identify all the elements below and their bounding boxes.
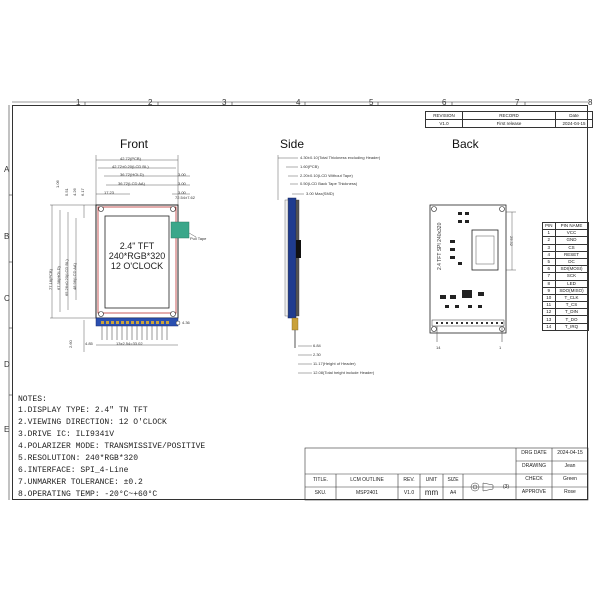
- dim-hold-height: 67.38(HOLD): [56, 266, 61, 290]
- pin-number: 5: [543, 258, 556, 265]
- note-1: 1.DISPLAY TYPE: 2.4" TN TFT: [18, 406, 148, 415]
- zone-col-2: 2: [148, 98, 153, 107]
- drawing-value: Jean: [564, 463, 576, 469]
- zone-col-3: 3: [222, 98, 227, 107]
- note-4: 4.POLARIZER MODE: TRANSMISSIVE/POSITIVE: [18, 442, 206, 451]
- pin-name: VCC: [555, 230, 588, 237]
- display-size-text: 2.4" TFT: [119, 241, 155, 251]
- dim-3-c: 3.00: [178, 190, 186, 195]
- note-3: 3.DRIVE IC: ILI9341V: [18, 430, 115, 439]
- pin-name: T_CLK: [555, 294, 588, 301]
- side-dim-a: 6.84: [313, 343, 321, 348]
- dim-hole-offset: 4.36: [182, 320, 190, 325]
- dim-pin-pitch: 13x2.54=33.02: [116, 341, 143, 346]
- title-value: LCM OUTLINE: [350, 477, 384, 483]
- drg-date-label: DRG DATE: [521, 450, 547, 456]
- drg-date-value: 2024-04-15: [557, 450, 583, 456]
- pin-name: T_CS: [555, 302, 588, 309]
- dim-lcd-aa-width: 36.72(LCD AA): [118, 181, 145, 186]
- dim-offset: 17.23: [104, 190, 115, 195]
- pin-number: 8: [543, 280, 556, 287]
- pin-number: 12: [543, 309, 556, 316]
- side-dim-b: 2.30: [313, 352, 321, 357]
- notes-title: NOTES:: [18, 395, 47, 404]
- pin-name: LED: [555, 280, 588, 287]
- side-dim-smd: 3.00 Max(SMD): [306, 191, 335, 196]
- pin-name: RESET: [555, 251, 588, 258]
- title-label: TITLE.: [312, 477, 328, 483]
- pin-number: 11: [543, 302, 556, 309]
- dim-lcd-bl-height: 65.26±0.20(LCD BL): [64, 259, 69, 296]
- pin-number: 10: [543, 294, 556, 301]
- front-view-heading: Front: [120, 137, 149, 151]
- dim-lcd-aa-height: 48.96(LCD AA): [72, 263, 77, 290]
- dim-pcb-width: 42.72(PCB): [120, 156, 141, 161]
- record-header: RECORD: [463, 112, 556, 120]
- back-dim-slot: 29.32: [509, 236, 514, 247]
- zone-col-7: 7: [515, 98, 520, 107]
- drawing-label: DRAWING: [522, 463, 546, 469]
- display-resolution-text: 240*RGB*320: [108, 251, 166, 261]
- pin-number: 3: [543, 244, 556, 251]
- side-dim-pcb: 1.60(PCB): [300, 164, 319, 169]
- pin-name: SDI(MOSI): [555, 266, 588, 273]
- side-view-heading: Side: [280, 137, 305, 151]
- zone-col-1: 1: [76, 98, 81, 107]
- dim-header-height: 2.60: [68, 340, 73, 348]
- side-dim-tape: 0.50(LCD Back Tape Thickness): [300, 181, 358, 186]
- unit-value: mm: [424, 488, 439, 497]
- pin-number: 1: [543, 230, 556, 237]
- size-value: A4: [449, 490, 457, 496]
- pin-number: 13: [543, 316, 556, 323]
- dim-left-8: 6.17: [80, 188, 85, 196]
- approve-value: Rose: [564, 489, 576, 495]
- zone-row-a: A: [4, 165, 10, 174]
- pin-number: 6: [543, 266, 556, 273]
- pin-name: GND: [555, 237, 588, 244]
- date-value: 2024-04-15: [556, 120, 593, 128]
- check-label: CHECK: [525, 476, 543, 482]
- zone-row-b: B: [4, 232, 10, 241]
- revision-header: REVISION: [426, 112, 463, 120]
- dim-3-a: 3.00: [178, 172, 186, 177]
- dim-tape: 72.54±7.62: [175, 195, 195, 200]
- pin-number: 7: [543, 273, 556, 280]
- dim-left-1: 1.06: [55, 180, 60, 188]
- back-pin-14-label: 14: [436, 345, 441, 350]
- note-7: 7.UNMARKER TOLERANCE: ±0.2: [18, 478, 143, 487]
- check-value: Green: [563, 476, 577, 482]
- approve-label: APPROVE: [521, 489, 547, 495]
- note-2: 2.VIEWING DIRECTION: 12 O'CLOCK: [18, 418, 167, 427]
- pin-name: CS: [555, 244, 588, 251]
- rev-value: V1.0: [403, 490, 415, 496]
- record-value: First release: [463, 120, 556, 128]
- side-dim-total-height: 12.08(Total height include Header): [313, 370, 375, 375]
- revision-value: V1.0: [426, 120, 463, 128]
- pin-name: SCK: [555, 273, 588, 280]
- pin-name: T_IRQ: [555, 323, 588, 330]
- pull-tape-label: Pull Tape: [190, 236, 207, 241]
- note-5: 5.RESOLUTION: 240*RGB*320: [18, 454, 139, 463]
- side-dim-lcd: 2.20±0.10(LCD Without Tape): [300, 173, 353, 178]
- side-dim-header: 11.17(Height of Header): [313, 361, 356, 366]
- note-8: 8.OPERATING TEMP: -20°C~+60°C: [18, 490, 158, 499]
- zone-col-6: 6: [442, 98, 447, 107]
- zone-col-8: 8: [588, 98, 593, 107]
- dim-hold-width: 36.72(HOLD): [120, 172, 144, 177]
- pin-number: 14: [543, 323, 556, 330]
- sku-label: SKU.: [314, 490, 327, 496]
- zone-col-5: 5: [369, 98, 374, 107]
- dim-left-3: 4.26: [72, 188, 77, 196]
- back-pin-1-label: 1: [499, 345, 502, 350]
- dim-lcd-bl-width: 42.72±0.20(LCD BL): [112, 164, 149, 169]
- side-dim-total-thickness: 4.30±0.10(Total Thickness excluding Header): [300, 155, 381, 160]
- pin-number: 4: [543, 251, 556, 258]
- pin-name: T_DIN: [555, 309, 588, 316]
- rev-label: REV.: [403, 477, 415, 483]
- back-board-text: 2.4 TFT SPI 240x320: [437, 222, 443, 270]
- projection-label: (3): [502, 484, 510, 490]
- dim-left-2: 5.51: [64, 188, 69, 196]
- pin-name: T_DO: [555, 316, 588, 323]
- zone-row-d: D: [4, 360, 10, 369]
- pin-number: 2: [543, 237, 556, 244]
- sku-value: MSP2401: [356, 490, 378, 496]
- zone-row-e: E: [4, 425, 10, 434]
- note-6: 6.INTERFACE: SPI_4-Line: [18, 466, 129, 475]
- zone-row-c: C: [4, 294, 10, 303]
- date-header: Date: [556, 112, 593, 120]
- pin-number: 9: [543, 287, 556, 294]
- display-direction-text: 12 O'CLOCK: [110, 261, 164, 271]
- pin-name: SDO(MISO): [555, 287, 588, 294]
- dim-pin-offset: 4.85: [85, 341, 93, 346]
- dim-3-b: 3.00: [178, 181, 186, 186]
- size-label: SIZE: [447, 477, 459, 483]
- zone-col-4: 4: [296, 98, 301, 107]
- pin-name-header: PIN NAME: [555, 223, 588, 230]
- dim-pcb-height: 77.18(PCB): [48, 269, 53, 290]
- unit-label: UNIT: [425, 477, 438, 483]
- pin-name: DC: [555, 258, 588, 265]
- back-view-heading: Back: [452, 137, 479, 151]
- pin-header: PIN: [543, 223, 556, 230]
